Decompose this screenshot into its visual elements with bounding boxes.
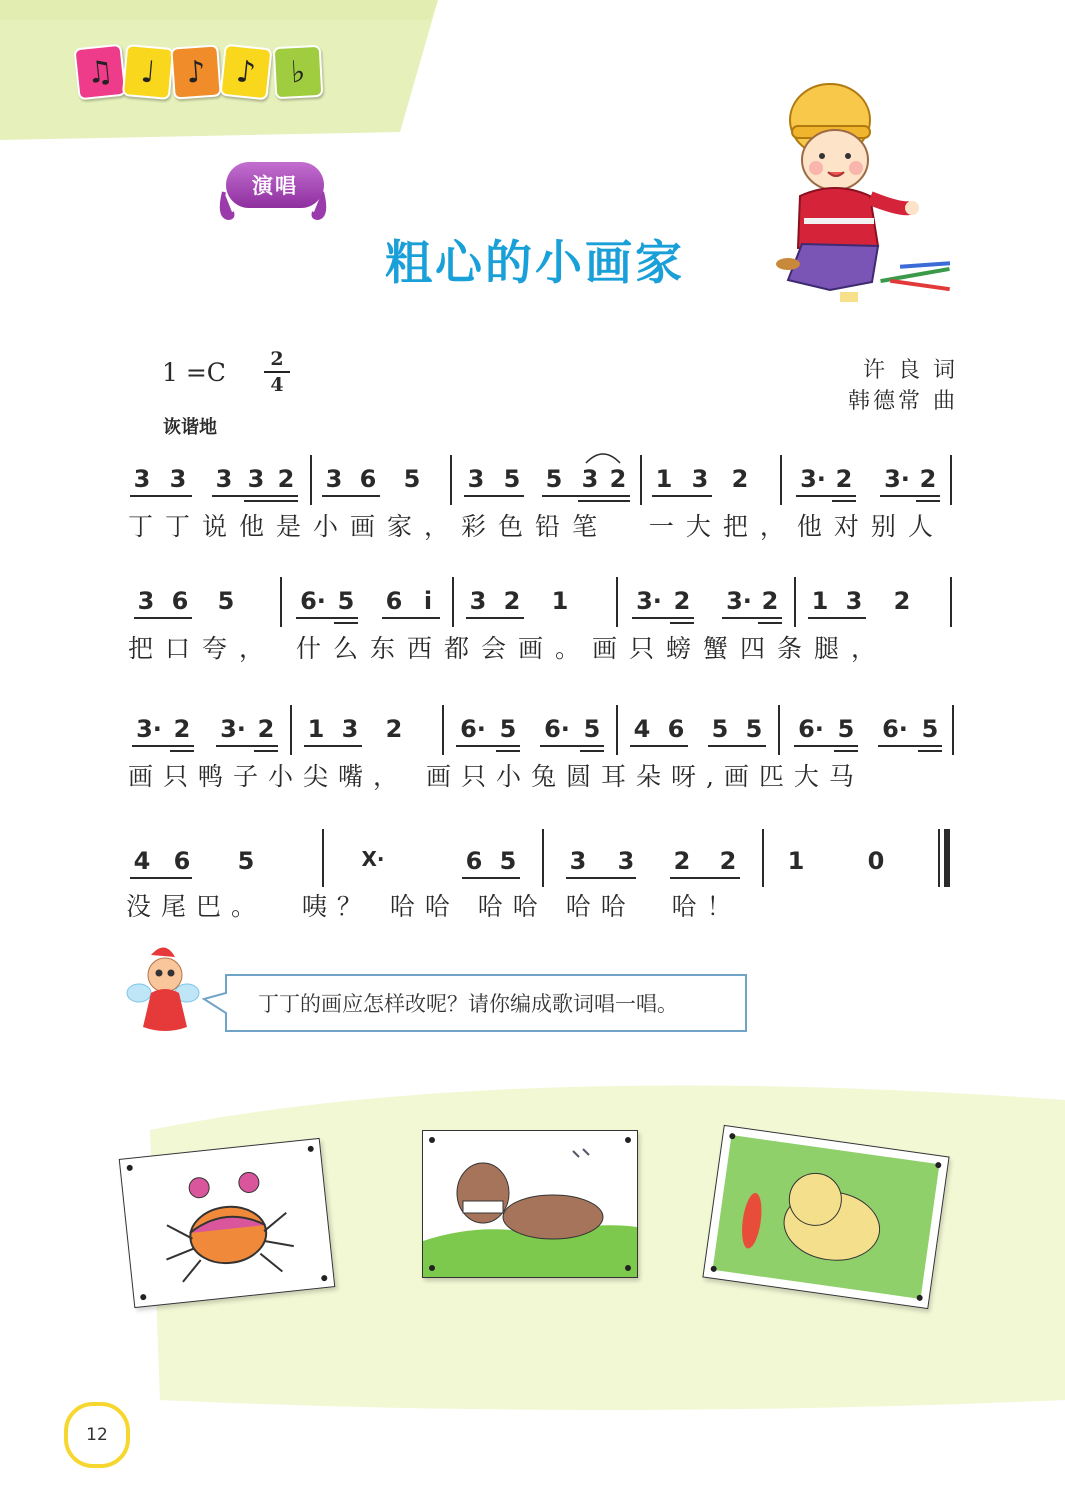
note: 2 <box>277 465 295 493</box>
tempo-marking: 诙谐地 <box>163 417 217 438</box>
note: 3 <box>341 715 359 743</box>
crab-drawing <box>119 1138 336 1308</box>
corner-banner <box>0 0 440 140</box>
note: 5 <box>217 587 235 615</box>
note: 6· <box>544 715 570 743</box>
note: 3 <box>581 465 599 493</box>
note: 4 <box>133 847 151 875</box>
note: 5 <box>403 465 421 493</box>
note: 5 <box>545 465 563 493</box>
note: 3· <box>800 465 826 493</box>
horse-drawing <box>422 1130 638 1278</box>
note: 3 <box>469 587 487 615</box>
note: 5 <box>745 715 763 743</box>
note: 3· <box>136 715 162 743</box>
staff-row-4 <box>0 835 1065 955</box>
note: 6 <box>173 847 191 875</box>
page-number: 12 <box>64 1402 130 1468</box>
note: 3 <box>691 465 709 493</box>
meter-bottom: 4 <box>270 374 284 396</box>
key-signature: 1 =C <box>162 358 226 387</box>
note: 3 <box>617 847 635 875</box>
note: 5 <box>337 587 355 615</box>
meter-top: 2 <box>270 348 284 370</box>
note: 1 <box>551 587 569 615</box>
lyrics-line-1: 丁丁说他是小画家，彩色铅笔 一大把，他对别人 <box>128 512 945 541</box>
boy-drawing-illustration <box>760 68 960 313</box>
note: 2 <box>673 847 691 875</box>
note: 5 <box>499 715 517 743</box>
note: 1 <box>787 847 805 875</box>
note: 5 <box>837 715 855 743</box>
note: 0 <box>867 847 885 875</box>
note: 1 <box>307 715 325 743</box>
note: 2 <box>893 587 911 615</box>
music-badge-2: ♩ <box>122 44 174 100</box>
note: 3 <box>325 465 343 493</box>
note: 2 <box>719 847 737 875</box>
note: 2 <box>173 715 191 743</box>
note: 2 <box>761 587 779 615</box>
lyricist: 许 良 词 <box>863 358 958 383</box>
note: 6 <box>171 587 189 615</box>
note: 3 <box>845 587 863 615</box>
note: 3 <box>467 465 485 493</box>
note: 5 <box>711 715 729 743</box>
music-badge-4: ♪ <box>219 44 272 101</box>
note: 6· <box>798 715 824 743</box>
note: 3 <box>137 587 155 615</box>
note: 6· <box>460 715 486 743</box>
note: 2 <box>731 465 749 493</box>
note: X· <box>361 847 385 871</box>
note: 2 <box>835 465 853 493</box>
note: 6 <box>385 587 403 615</box>
note: 3· <box>884 465 910 493</box>
note: 3 <box>133 465 151 493</box>
note: 2 <box>385 715 403 743</box>
note: 1 <box>655 465 673 493</box>
note: 2 <box>919 465 937 493</box>
music-badge-3: ♪ <box>170 44 222 99</box>
note: 5 <box>503 465 521 493</box>
note: 5 <box>237 847 255 875</box>
note: 3 <box>569 847 587 875</box>
music-badge-1: ♫ <box>73 44 126 101</box>
note: 2 <box>609 465 627 493</box>
rabbit-drawing <box>702 1125 949 1309</box>
note: 3· <box>220 715 246 743</box>
note: 5 <box>583 715 601 743</box>
note: 3· <box>636 587 662 615</box>
note: i <box>423 587 433 615</box>
note: 3 <box>215 465 233 493</box>
staff-row-3 <box>0 705 1065 825</box>
staff-row-1 <box>0 455 1065 575</box>
song-title: 粗心的小画家 <box>385 236 685 291</box>
note: 2 <box>257 715 275 743</box>
note: 2 <box>503 587 521 615</box>
prompt-text: 丁丁的画应怎样改呢？请你编成歌词唱一唱。 <box>258 992 678 1016</box>
note: 6 <box>667 715 685 743</box>
note: 6· <box>300 587 326 615</box>
note: 3 <box>247 465 265 493</box>
note: 1 <box>811 587 829 615</box>
note: 5 <box>499 847 517 875</box>
note: 3· <box>726 587 752 615</box>
section-label: 演唱 <box>226 162 324 208</box>
credits <box>840 355 958 417</box>
lyrics-line-2: 把口夸， 什么东西都会画。画只螃蟹四条腿， <box>128 634 888 663</box>
time-signature <box>262 348 292 396</box>
note: 2 <box>673 587 691 615</box>
note: 4 <box>633 715 651 743</box>
note: 6 <box>359 465 377 493</box>
note: 6· <box>882 715 908 743</box>
composer: 韩德常 曲 <box>848 389 958 414</box>
staff-row-2 <box>0 577 1065 697</box>
music-badge-5: ♭ <box>273 45 324 99</box>
lyrics-line-3: 画只鸭子小尖嘴， 画只小兔圆耳朵呀,画匹大马 <box>128 762 864 791</box>
fairy-character <box>125 945 205 1035</box>
note: 5 <box>921 715 939 743</box>
section-tag <box>218 162 328 222</box>
note: 3 <box>169 465 187 493</box>
lyrics-line-4: 没尾巴。 咦？ 哈哈 哈哈 哈哈 哈！ <box>126 892 742 921</box>
note: 6 <box>465 847 483 875</box>
